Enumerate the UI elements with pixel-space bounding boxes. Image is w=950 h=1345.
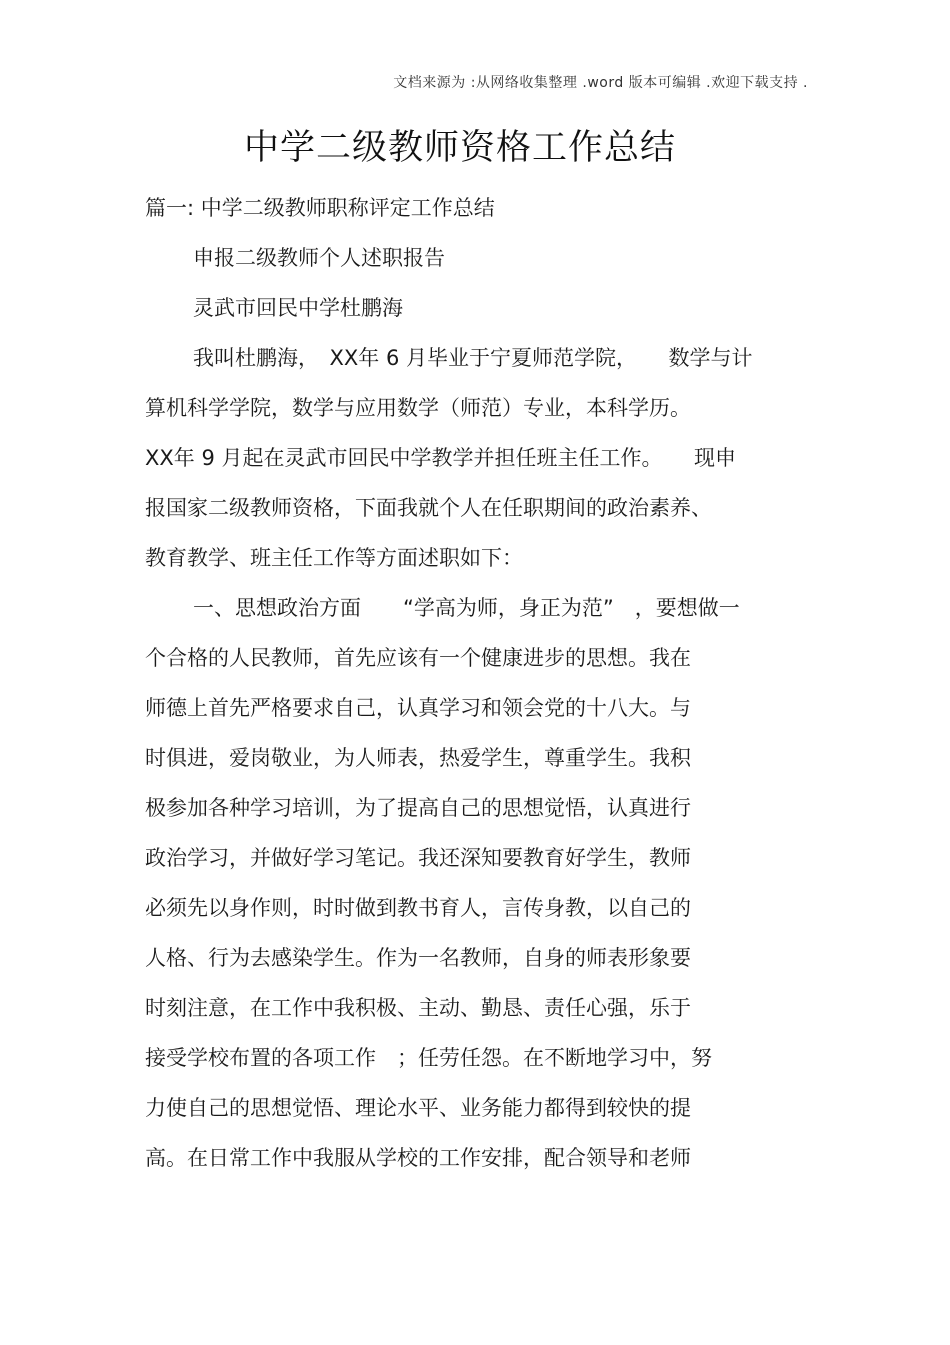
paragraph-line: 政治学习，并做好学习笔记。我还深知要教育好学生，教师 bbox=[145, 846, 691, 870]
paragraph-line: 接受学校布置的各项工作 ；任劳任怨。在不断地学习中，努 bbox=[145, 1046, 712, 1070]
paragraph-line: 力使自己的思想觉悟、理论水平、业务能力都得到较快的提 bbox=[145, 1096, 691, 1120]
paragraph-line: 人格、行为去感染学生。作为一名教师，自身的师表形象要 bbox=[145, 946, 691, 970]
author-line: 灵武市回民中学杜鹏海 bbox=[193, 296, 403, 320]
paragraph-line: 我叫杜鹏海， XX年 6 月毕业于宁夏师范学院， 数学与计 bbox=[193, 346, 753, 370]
report-title: 申报二级教师个人述职报告 bbox=[193, 246, 445, 270]
paragraph-line: XX年 9 月起在灵武市回民中学教学并担任班主任工作。 现申 bbox=[145, 446, 736, 470]
paragraph-line: 高。在日常工作中我服从学校的工作安排，配合领导和老师 bbox=[145, 1146, 691, 1170]
paragraph-line: 必须先以身作则，时时做到教书育人，言传身教，以自己的 bbox=[145, 896, 691, 920]
paragraph-line: 个合格的人民教师，首先应该有一个健康进步的思想。我在 bbox=[145, 646, 691, 670]
paragraph-line: 极参加各种学习培训，为了提高自己的思想觉悟，认真进行 bbox=[145, 796, 691, 820]
section-heading: 篇一: 中学二级教师职称评定工作总结 bbox=[145, 196, 495, 220]
paragraph-line: 报国家二级教师资格，下面我就个人在任职期间的政治素养、 bbox=[145, 496, 712, 520]
document-title: 中学二级教师资格工作总结 bbox=[243, 128, 676, 168]
paragraph-line: 时刻注意，在工作中我积极、主动、勤恳、责任心强，乐于 bbox=[145, 996, 691, 1020]
paragraph-line: 师德上首先严格要求自己，认真学习和领会党的十八大。与 bbox=[145, 696, 691, 720]
source-note: 文档来源为 :从网络收集整理 .word 版本可编辑 .欢迎下载支持 . bbox=[393, 75, 808, 91]
paragraph-line: 一、思想政治方面 “学高为师，身正为范” ，要想做一 bbox=[193, 596, 740, 620]
paragraph-line: 算机科学学院，数学与应用数学（师范）专业，本科学历。 bbox=[145, 396, 691, 420]
paragraph-line: 教育教学、班主任工作等方面述职如下： bbox=[145, 546, 523, 570]
paragraph-line: 时俱进，爱岗敬业，为人师表，热爱学生，尊重学生。我积 bbox=[145, 746, 691, 770]
